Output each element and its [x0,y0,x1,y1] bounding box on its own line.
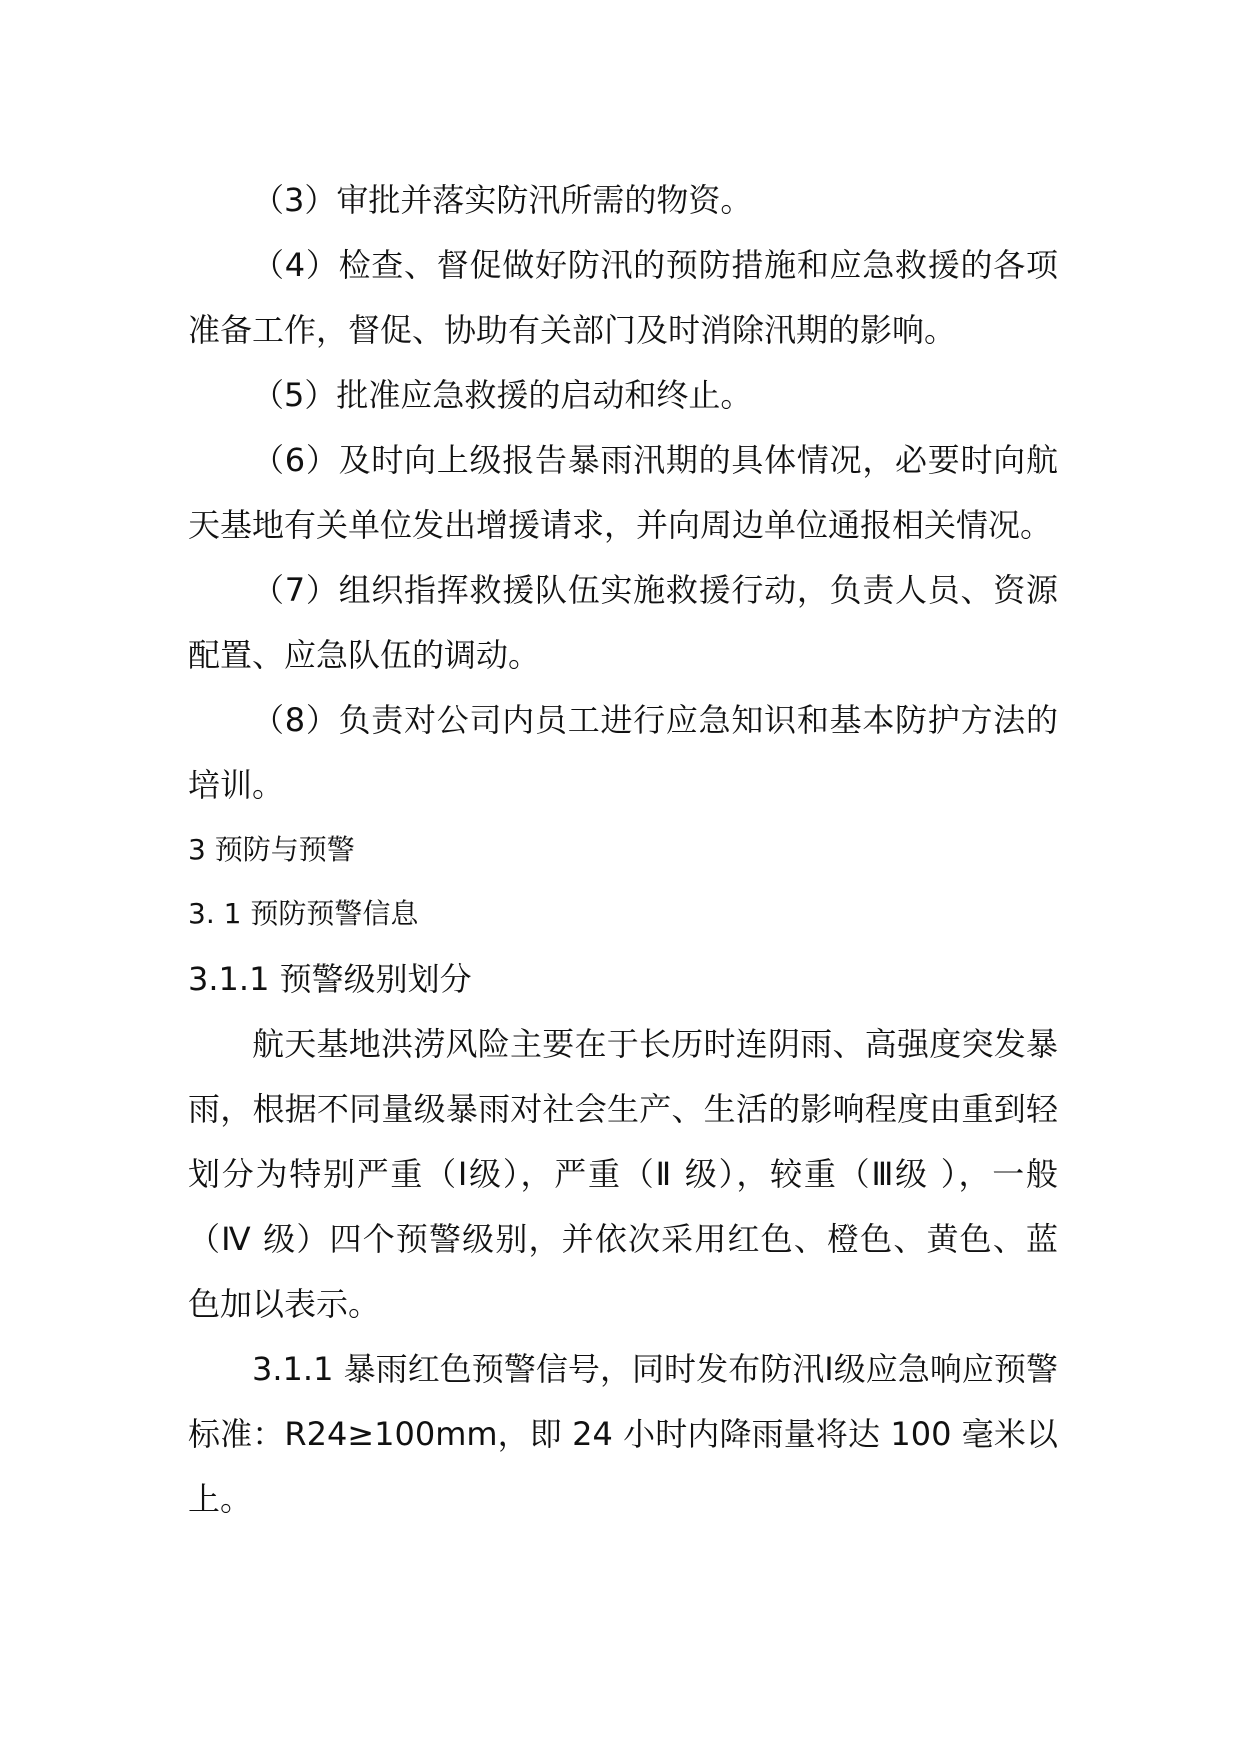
duty-item-4: （4）检查、督促做好防汛的预防措施和应急救援的各项准备工作，督促、协助有关部门及时消除汛期的影响。 [188,246,1058,349]
duty-item-7: （7）组织指挥救援队伍实施救援行动，负责人员、资源配置、应急队伍的调动。 [188,571,1058,674]
section-heading-3-1-1: 3.1.1 预警级别划分 [188,960,472,998]
section-heading-3: 3 预防与预警 [188,833,355,866]
duty-item-5: （5）批准应急救援的启动和终止。 [252,376,753,414]
duty-item-8: （8）负责对公司内员工进行应急知识和基本防护方法的培训。 [188,701,1058,804]
document-page [188,168,1058,1532]
red-warning-paragraph: 3.1.1 暴雨红色预警信号，同时发布防汛Ⅰ级应急响应预警标准：R24≥100mm，即 24 小时内降雨量将达 100 毫米以上。 [188,1350,1058,1518]
duty-item-3: （3）审批并落实防汛所需的物资。 [252,181,753,219]
section-heading-3-1: 3. 1 预防预警信息 [188,897,419,930]
duty-item-6: （6）及时向上级报告暴雨汛期的具体情况，必要时向航天基地有关单位发出增援请求，并向周边单位通报相关情况。 [188,441,1058,544]
warning-levels-paragraph: 航天基地洪涝风险主要在于长历时连阴雨、高强度突发暴雨，根据不同量级暴雨对社会生产、生活的影响程度由重到轻划分为特别严重（Ⅰ级），严重（Ⅱ 级），较重（Ⅲ级 ），一般（Ⅳ 级）四个预警级别，并依次采用红色、橙色、黄色、蓝色加以表示。 [188,1025,1058,1323]
